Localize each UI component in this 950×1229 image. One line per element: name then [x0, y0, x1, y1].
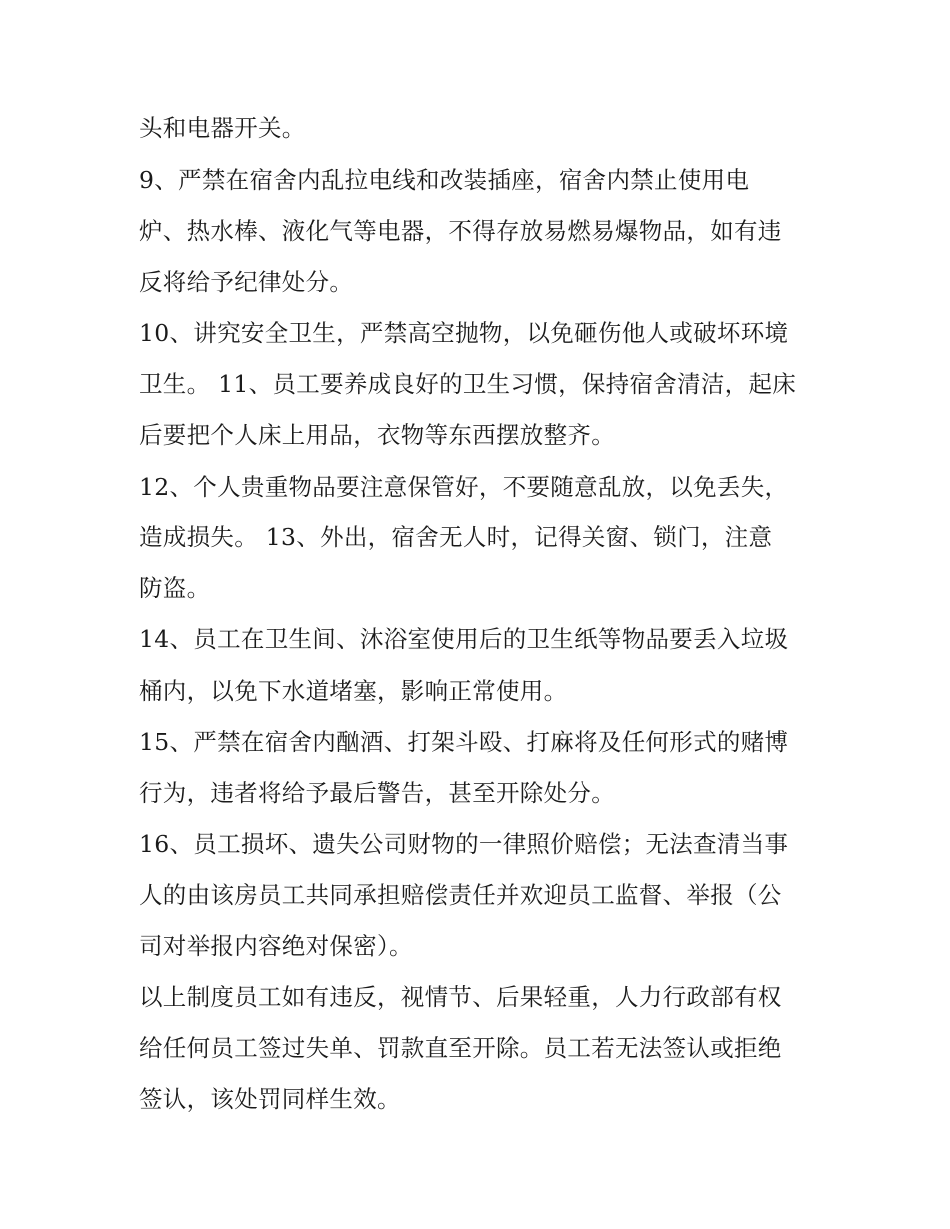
text-line: 签认，该处罚同样生效。	[139, 1085, 401, 1113]
text-line: 人的由该房员工共同承担赔偿责任并欢迎员工监督、举报（公	[139, 881, 782, 909]
text-line: 司对举报内容绝对保密）。	[139, 932, 413, 960]
text-line: 9、严禁在宿舍内乱拉电线和改装插座，宿舍内禁止使用电	[139, 166, 750, 194]
text-line: 防盗。	[139, 574, 211, 602]
text-line: 桶内，以免下水道堵塞，影响正常使用。	[139, 677, 568, 705]
text-line: 行为，违者将给予最后警告，甚至开除处分。	[139, 779, 615, 807]
text-line: 10、讲究安全卫生，严禁高空抛物，以免砸伤他人或破坏环境	[139, 319, 789, 347]
text-line: 12、个人贵重物品要注意保管好，不要随意乱放，以免丢失，	[139, 473, 789, 501]
text-line: 14、员工在卫生间、沐浴室使用后的卫生纸等物品要丢入垃圾	[139, 625, 789, 653]
text-line: 以上制度员工如有违反，视情节、后果轻重，人力行政部有权	[139, 983, 782, 1011]
text-line: 16、员工损坏、遗失公司财物的一律照价赔偿；无法查清当事	[139, 830, 789, 858]
text-line: 反将给予纪律处分。	[139, 268, 354, 296]
text-line: 造成损失。 13、外出，宿舍无人时，记得关窗、锁门，注意	[139, 523, 773, 551]
text-line: 15、严禁在宿舍内酗酒、打架斗殴、打麻将及任何形式的赌博	[139, 728, 789, 756]
text-line: 头和电器开关。	[139, 114, 306, 142]
text-line: 炉、热水棒、液化气等电器，不得存放易燃易爆物品，如有违	[139, 217, 782, 245]
text-line: 卫生。 11、员工要养成良好的卫生习惯，保持宿舍清洁，起床	[139, 370, 797, 398]
text-line: 给任何员工签过失单、罚款直至开除。员工若无法签认或拒绝	[139, 1034, 782, 1062]
text-line: 后要把个人床上用品，衣物等东西摆放整齐。	[139, 421, 615, 449]
